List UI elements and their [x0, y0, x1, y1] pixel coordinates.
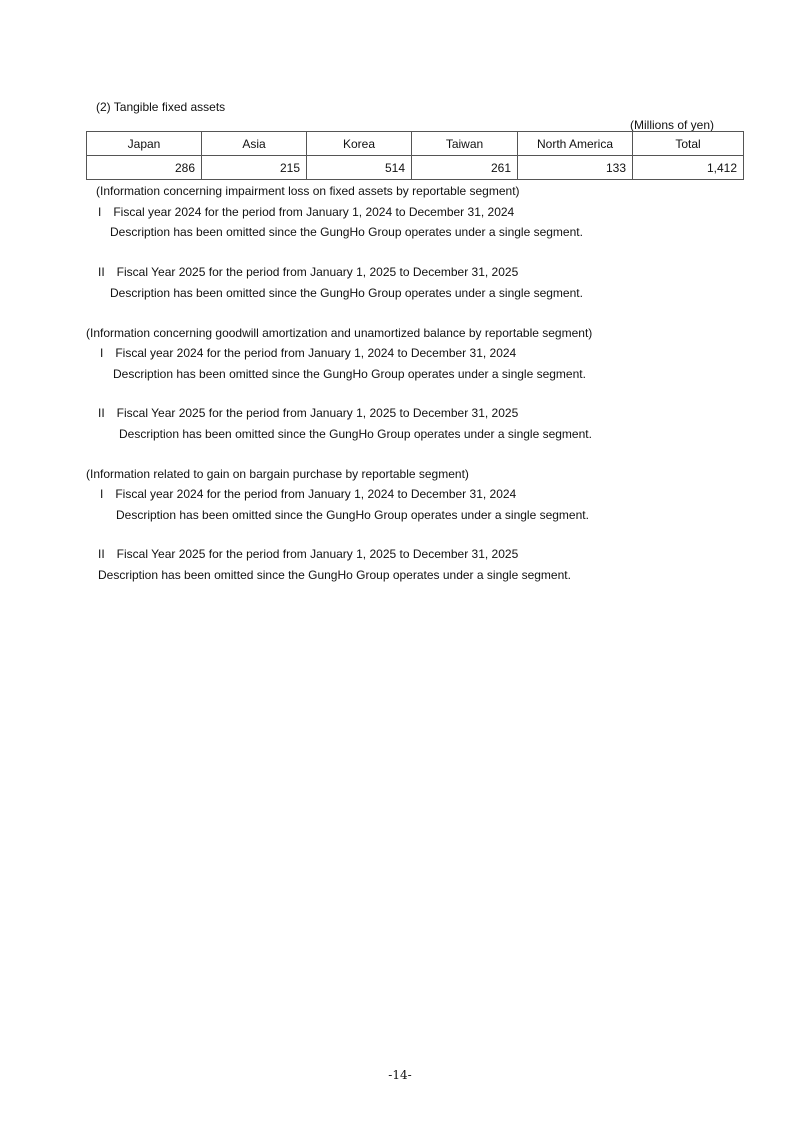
- impairment-fy2024-desc: Description has been omitted since the GungHo Group operates under a single segment.: [110, 225, 583, 239]
- bargain-fy2024-desc: Description has been omitted since the GungHo Group operates under a single segment.: [116, 508, 589, 522]
- page-number: -14-: [388, 1068, 412, 1082]
- bargain-fy2025: II Fiscal Year 2025 for the period from January 1, 2025 to December 31, 2025: [98, 547, 519, 561]
- bargain-fy2025-desc: Description has been omitted since the GungHo Group operates under a single segment.: [98, 568, 571, 582]
- header-taiwan: Taiwan: [412, 132, 518, 156]
- table-row: [87, 156, 744, 180]
- tangible-assets-table: [86, 131, 744, 180]
- unit-note: (Millions of yen): [630, 118, 715, 132]
- header-north-america: North America: [518, 132, 633, 156]
- table-header-row: [87, 132, 744, 156]
- goodwill-fy2024: I Fiscal year 2024 for the period from January 1, 2024 to December 31, 2024: [100, 346, 517, 360]
- value-total: 1,412: [633, 156, 744, 180]
- value-japan: 286: [87, 156, 202, 180]
- impairment-fy2025: II Fiscal Year 2025 for the period from January 1, 2025 to December 31, 2025: [98, 265, 519, 279]
- header-total: Total: [633, 132, 744, 156]
- header-japan: Japan: [87, 132, 202, 156]
- bargain-fy2024: I Fiscal year 2024 for the period from January 1, 2024 to December 31, 2024: [100, 487, 517, 501]
- impairment-heading: (Information concerning impairment loss on fixed assets by reportable segment): [96, 184, 520, 198]
- goodwill-fy2025-desc: Description has been omitted since the GungHo Group operates under a single segment.: [119, 427, 592, 441]
- value-taiwan: 261: [412, 156, 518, 180]
- value-asia: 215: [202, 156, 307, 180]
- impairment-fy2025-desc: Description has been omitted since the GungHo Group operates under a single segment.: [110, 286, 583, 300]
- header-asia: Asia: [202, 132, 307, 156]
- impairment-fy2024: I Fiscal year 2024 for the period from January 1, 2024 to December 31, 2024: [98, 205, 515, 219]
- value-korea: 514: [307, 156, 412, 180]
- value-north-america: 133: [518, 156, 633, 180]
- section-title: (2) Tangible fixed assets: [96, 100, 226, 114]
- header-korea: Korea: [307, 132, 412, 156]
- goodwill-fy2024-desc: Description has been omitted since the GungHo Group operates under a single segment.: [113, 367, 586, 381]
- goodwill-fy2025: II Fiscal Year 2025 for the period from January 1, 2025 to December 31, 2025: [98, 406, 519, 420]
- goodwill-heading: (Information concerning goodwill amortization and unamortized balance by reportable segment): [86, 326, 593, 340]
- bargain-heading: (Information related to gain on bargain purchase by reportable segment): [86, 467, 469, 481]
